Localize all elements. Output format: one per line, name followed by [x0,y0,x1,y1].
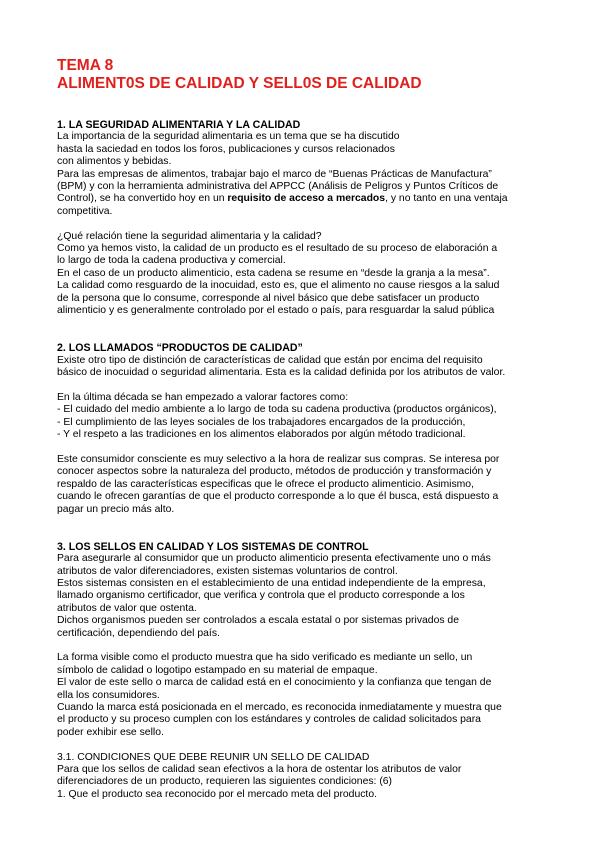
section-1-bold-phrase: requisito de acceso a mercados [227,193,386,205]
section-3-heading: 3. LOS SELLOS EN CALIDAD Y LOS SISTEMAS DE CONTROL [57,540,369,553]
section-1-paragraph-1 [57,131,547,218]
section-2-list: En la última década se han empezado a valorar factores como: - El cuidado del medio ambiente a lo largo de toda su cadena productiva (productos orgánicos), - El cumplimiento de las leyes sociales de los trabajadores encargados de la producción, - Y el respeto a las tradiciones en los alimentos elaborados por algún método tradicional. [57,391,497,441]
section-3-paragraph-1: Para asegurarle al consumidor que un producto alimenticio presenta efectivamente uno o más atributos de valor diferenciadores, existen sistemas voluntarios de control. Estos sistemas consisten en el establecimiento de una entidad independiente de la empresa, llamado organismo certificador, que verifica y controla que el producto corresponde a los atributos de valor que ostenta. Dichos organismos pueden ser controlados a escala estatal o por sistemas privados de certificación, dependiendo del país. [57,553,491,639]
section-1 [57,119,547,317]
section-1-paragraph-2: ¿Qué relación tiene la seguridad alimentaria y la calidad? Como ya hemos visto, la calidad de un producto es el resultado de su proceso de elaboración a lo largo de toda la cadena productiva y comercial. En el caso de un producto alimenticio, esta cadena se resume en “desde la granja a la mesa”. La calidad como resguardo de la inocuidad, esto es, que el alimento no cause riesgos a la salud de la persona que lo consume, corresponde al nivel básico que debe satisfacer un producto alimenticio y es generalmente controlado por el estado o país, para resguardar la salud pública [57,230,500,317]
section-1-paragraph-1-end: , y no tanto en una ventaja competitiva. [57,193,508,217]
document-title: ALIMENT0S DE CALIDAD Y SELL0S DE CALIDAD [57,75,422,92]
document-page [57,57,547,801]
section-2-paragraph-1: Existe otro tipo de distinción de características de calidad que están por encima del requisito básico de inocuidad o seguridad alimentaria. Esta es la calidad definida por los atributos de valor. [57,354,506,379]
section-3 [57,541,547,802]
section-2-heading: 2. LOS LLAMADOS “PRODUCTOS DE CALIDAD” [57,342,303,355]
section-2-paragraph-3: Este consumidor consciente es muy selectivo a la hora de realizar sus compras. Se interesa por conocer aspectos sobre la naturaleza del producto, métodos de producción y transformación y respaldo de las características especificas que le ofrece el producto alimenticio. Asimismo, cuando le ofrecen garantías de que el producto corresponde a lo que él busca, está dispuesto a pagar un precio más alto. [57,453,500,515]
section-3-paragraph-2: La forma visible como el producto muestra que ha sido verificado es mediante un sello, un símbolo de calidad o logotipo estampado en su material de empaque. El valor de este sello o marca de calidad está en el conocimiento y la confianza que tengan de ella los consumidores. Cuando la marca está posicionada en el mercado, es reconocida inmediatamente y muestra que el producto y su proceso cumplen con los estándares y controles de calidad solicitados para poder exhibir ese sello. [57,652,502,738]
section-2 [57,342,547,516]
section-1-heading: 1. LA SEGURIDAD ALIMENTARIA Y LA CALIDAD [57,119,301,131]
section-3-paragraph-3: Para que los sellos de calidad sean efectivos a la hora de ostentar los atributos de valor diferenciadores de un producto, requieren las siguientes condiciones: (6) 1. Que el producto sea reconocido por el mercado meta del producto. [57,764,462,800]
section-3-1-heading: 3.1. CONDICIONES QUE DEBE REUNIR UN SELLO DE CALIDAD [57,751,370,763]
topic-number: TEMA 8 [57,57,114,74]
section-1-paragraph-1-text: La importancia de la seguridad alimentaria es un tema que se ha discutido hasta la saciedad en todos los foros, publicaciones y cursos relacionados con alimentos y bebidas. Para las empresas de alimentos, trabajar bajo el marco de “Buenas Prácticas de Manufactura” (BPM) y con la herramienta administrativa del APPCC (Análisis de Peligros y Puntos Críticos de Control), se ha convertido hoy en un [57,131,499,205]
